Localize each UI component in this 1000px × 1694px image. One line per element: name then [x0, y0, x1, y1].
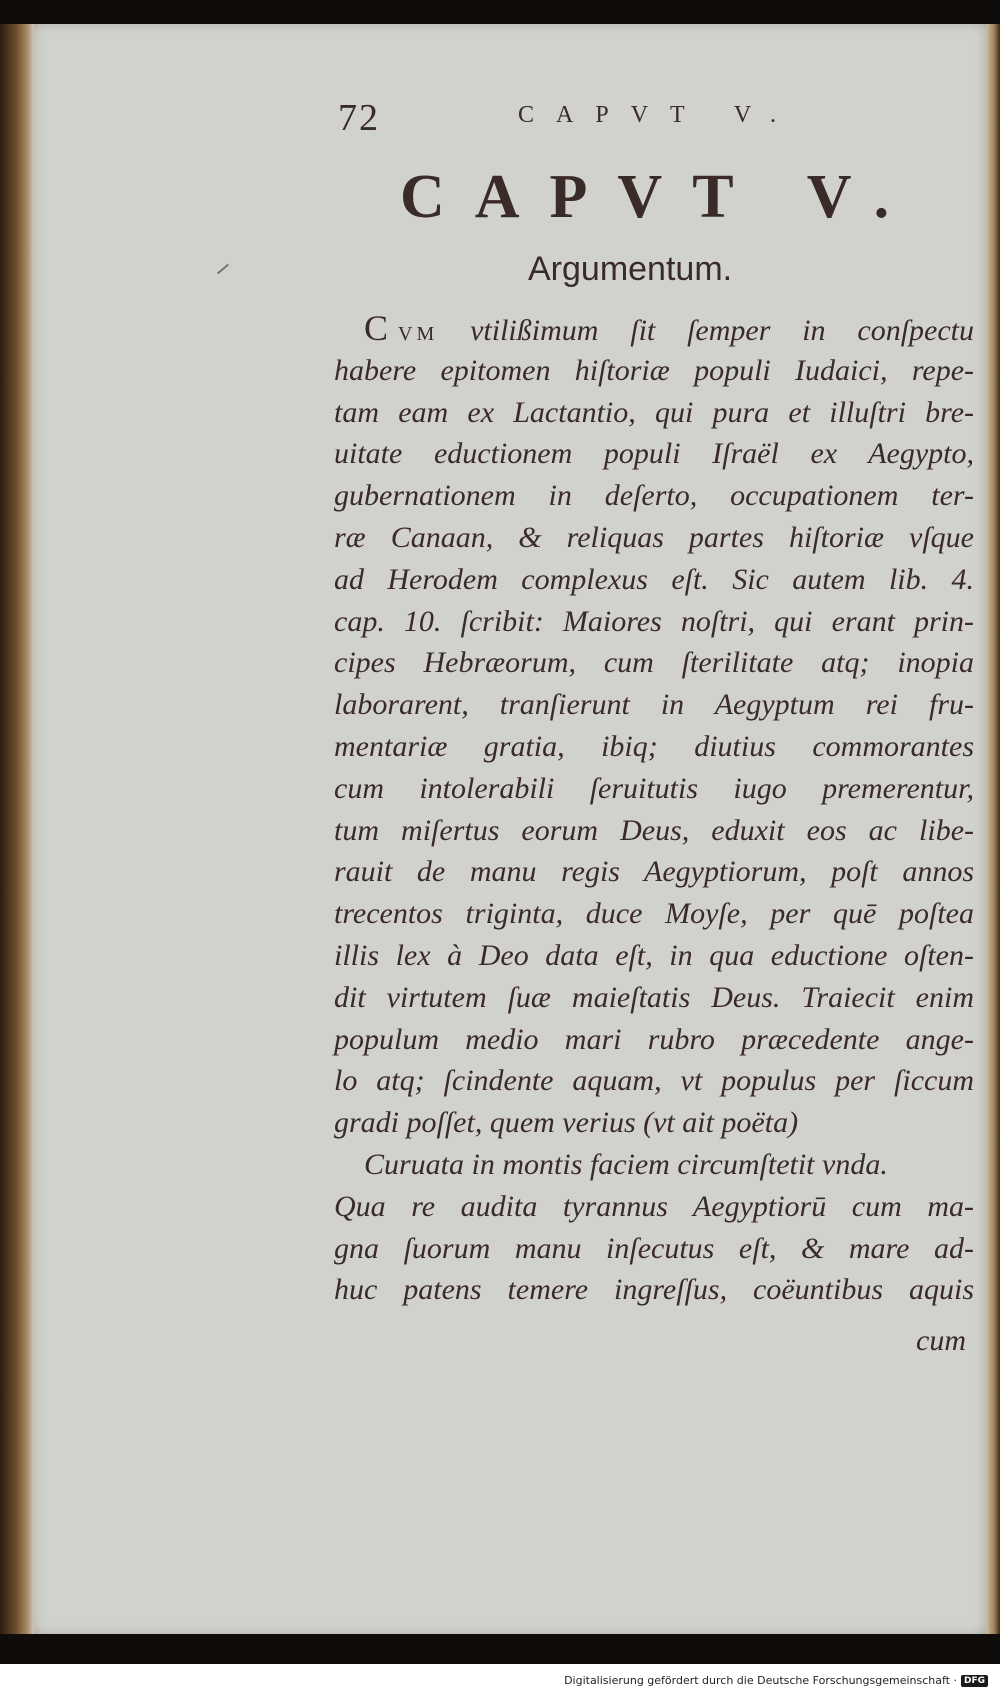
- text-line: rauit de manu regis Aegyptiorum, poſt annos: [334, 855, 974, 889]
- verse-line: Curuata in montis faciem circumſtetit vnda.: [364, 1147, 888, 1181]
- text-line: lo atq; ſcindente aquam, vt populus per ſiccum: [334, 1064, 974, 1098]
- text-line: gubernationem in deſerto, occupationem ter-: [334, 479, 974, 513]
- drop-cap-rest: VM: [398, 323, 439, 345]
- footer-credit: Digitalisierung gefördert durch die Deutsche Forschungsgemeinschaft ·: [564, 1674, 957, 1687]
- running-title: CAPVT V.: [518, 102, 799, 128]
- section-heading: Argumentum.: [528, 250, 733, 288]
- text-line: dit virtutem ſuæ maieſtatis Deus. Traiecit enim: [334, 980, 974, 1014]
- page-edge: [986, 24, 1000, 1634]
- text-line: habere epitomen hiſtoriæ populi Iudaici, repe-: [334, 353, 974, 387]
- running-head: [338, 96, 838, 139]
- text-line: tam eam ex Lactantio, qui pura et illuſtri bre-: [334, 395, 974, 429]
- text-line: gna ſuorum manu inſecutus eſt, & mare ad-: [334, 1231, 974, 1265]
- text-line: ræ Canaan, & reliquas partes hiſtoriæ vſque: [334, 520, 974, 554]
- text-line: huc patens temere ingreſſus, coëuntibus aquis: [334, 1273, 974, 1307]
- first-line: [334, 308, 974, 350]
- text-line: ad Herodem complexus eſt. Sic autem lib. 4.: [334, 562, 974, 596]
- catchword: cum: [916, 1324, 966, 1357]
- text-line: populum medio mari rubro præcedente ange-: [334, 1022, 974, 1056]
- binding-edge: [0, 24, 34, 1634]
- body-text: [334, 308, 974, 1311]
- text-line: cap. 10. ſcribit: Maiores noſtri, qui erant prin-: [334, 604, 974, 638]
- text-line: Qua re audita tyrannus Aegyptiorū cum ma-: [334, 1189, 974, 1223]
- first-line-text: vtilißimum ſit ſemper in conſpectu: [470, 314, 975, 347]
- scan-bottom-border: [0, 1634, 1000, 1664]
- text-line: mentariæ gratia, ibiq; diutius commorantes: [334, 729, 974, 763]
- text-line: trecentos triginta, duce Moyſe, per quē poſtea: [334, 897, 974, 931]
- footer: [564, 1674, 988, 1687]
- text-line: uitate eductionem populi Iſraël ex Aegypto,: [334, 437, 974, 471]
- page-number: 72: [338, 97, 380, 139]
- dfg-logo: DFG: [961, 1675, 988, 1687]
- text-line: laborarent, tranſierunt in Aegyptum rei fru-: [334, 688, 974, 722]
- drop-cap: C: [364, 308, 389, 348]
- chapter-title: CAPVT V.: [400, 163, 920, 231]
- text-line: gradi poſſet, quem verius (vt ait poëta): [334, 1106, 799, 1140]
- text-line: tum miſertus eorum Deus, eduxit eos ac libe-: [334, 813, 974, 847]
- text-line: cum intolerabili ſeruitutis iugo premerentur,: [334, 771, 974, 805]
- text-line: illis lex à Deo data eſt, in qua eductione oſten-: [334, 938, 974, 972]
- text-line: cipes Hebræorum, cum ſterilitate atq; inopia: [334, 646, 974, 680]
